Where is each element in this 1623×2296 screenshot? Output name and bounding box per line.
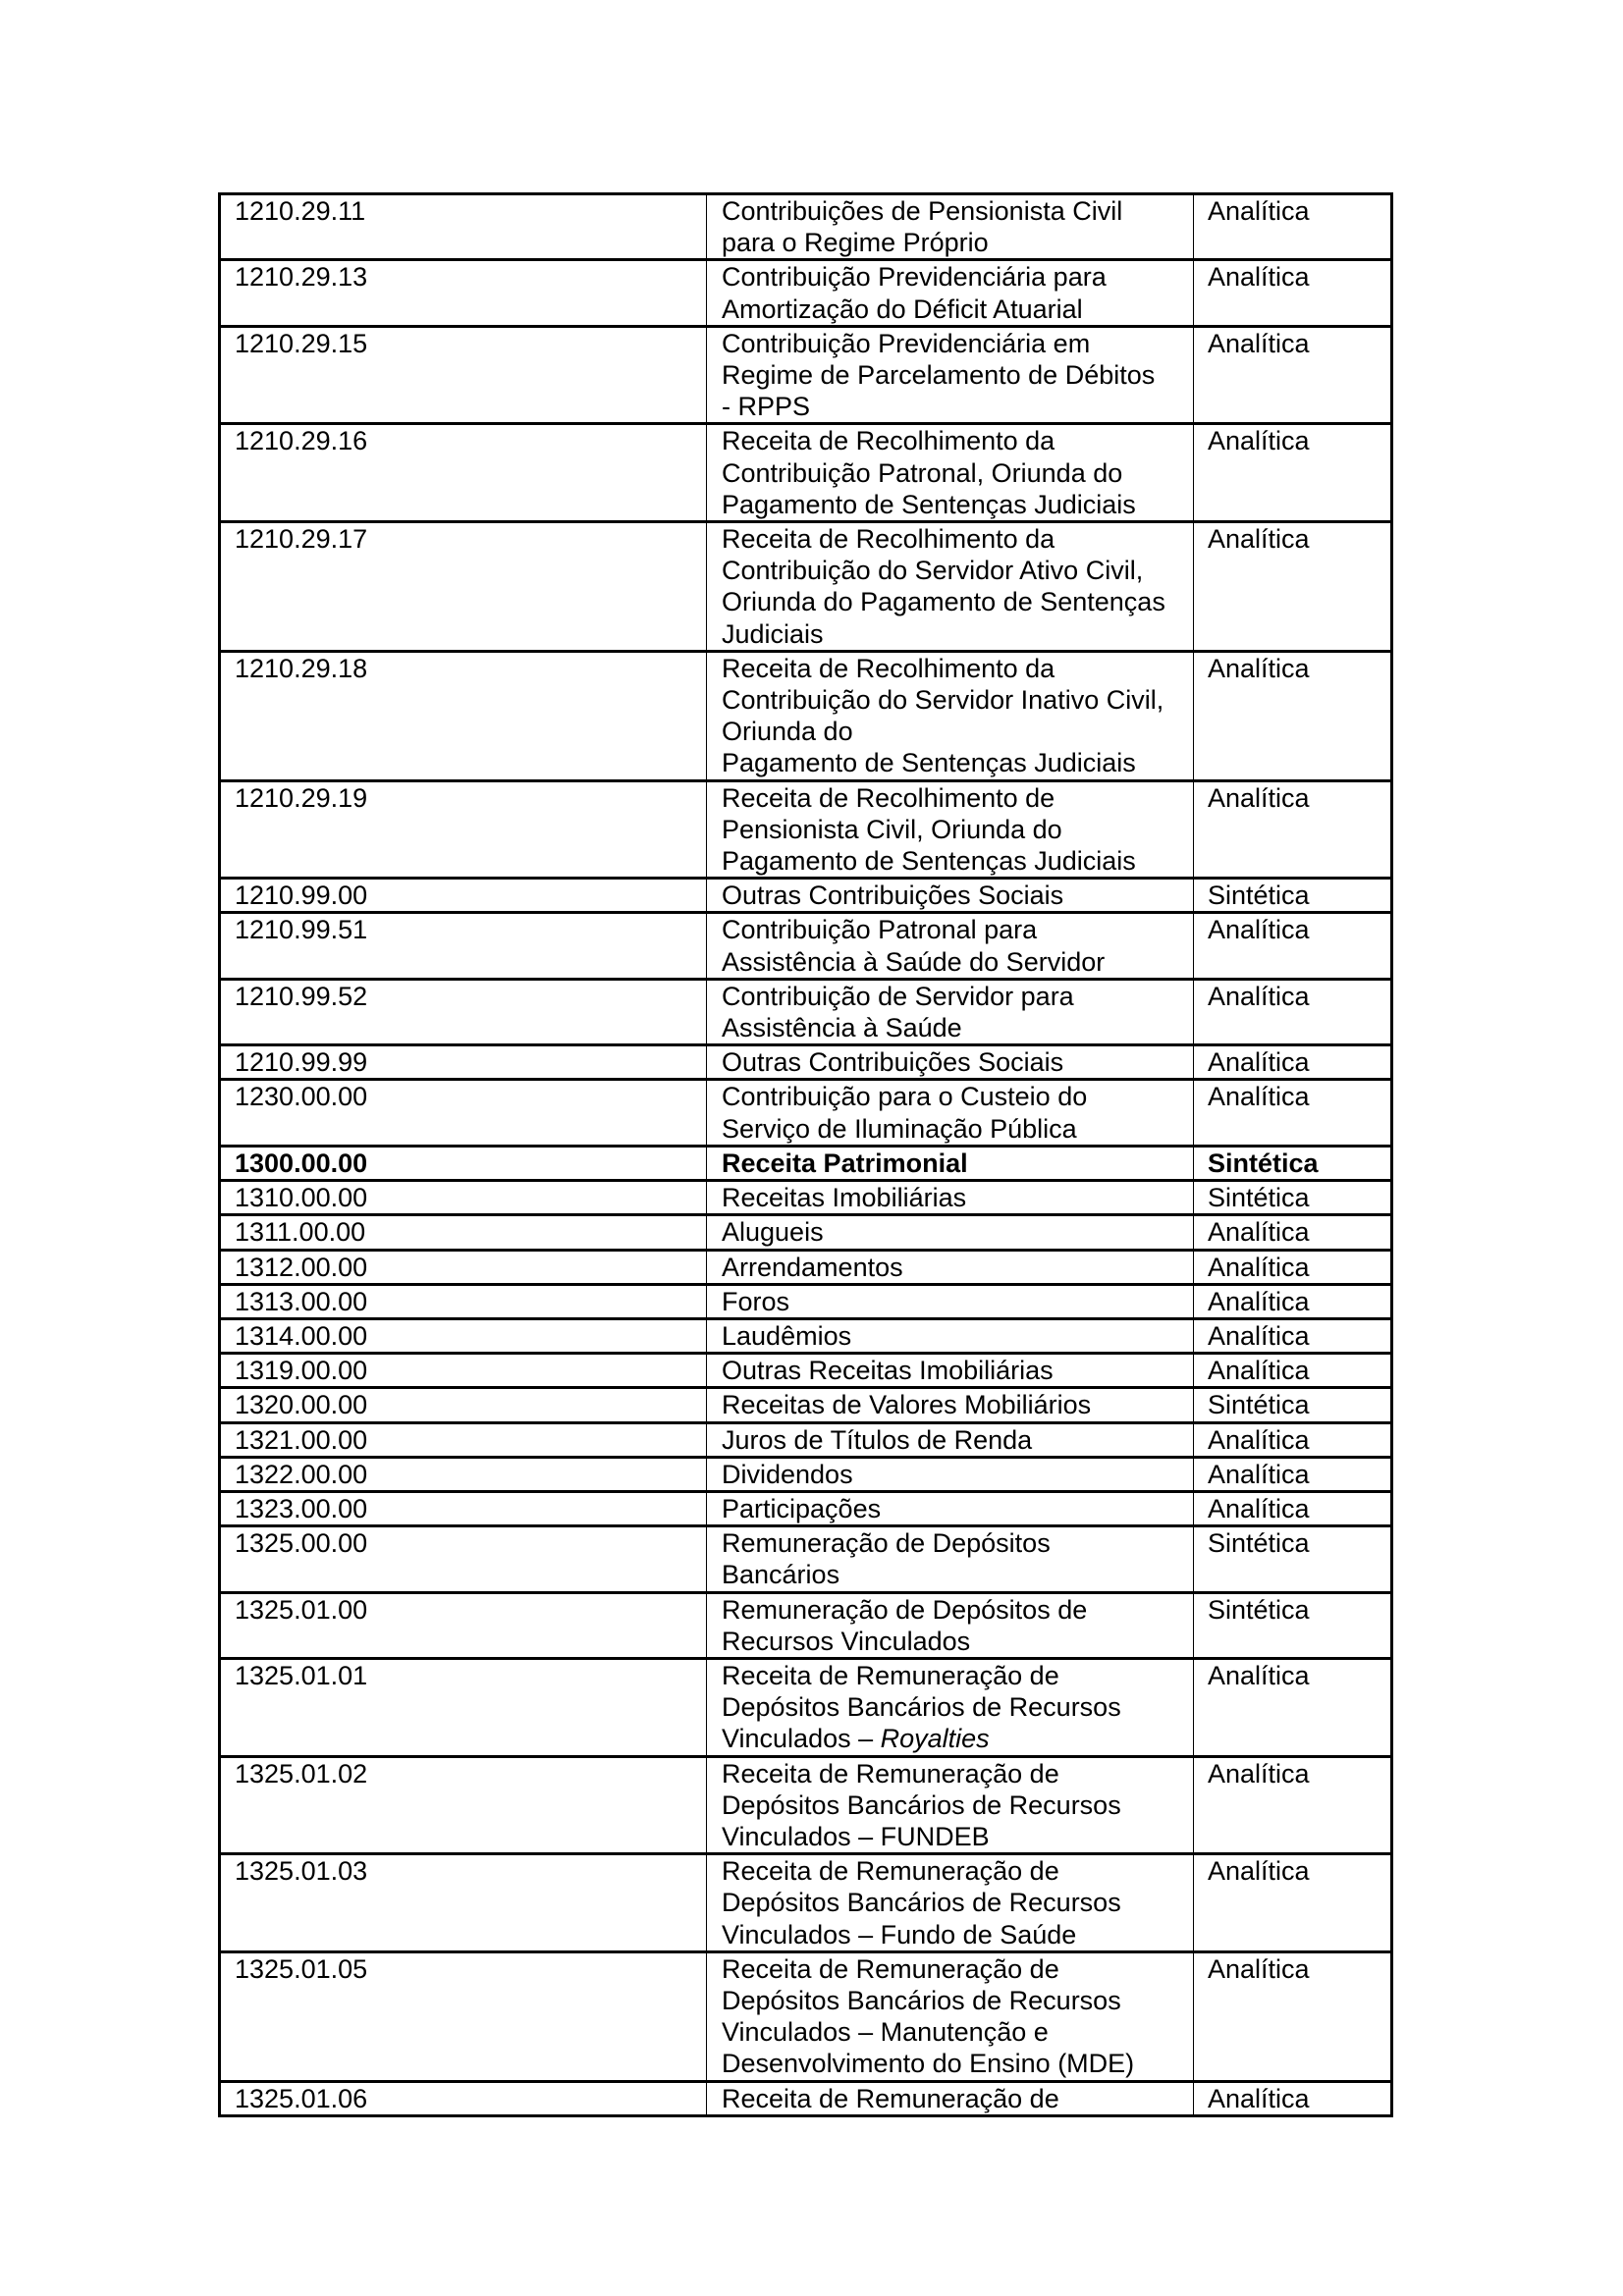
- account-description-text: Remuneração de Depósitos Bancários: [722, 1528, 1051, 1590]
- account-description: [707, 780, 1194, 879]
- account-type: Analítica: [1194, 1318, 1392, 1353]
- account-type: Analítica: [1194, 1756, 1392, 1854]
- account-description-text: Contribuição Previdenciária para Amortização do Déficit Atuarial: [722, 262, 1107, 324]
- account-code: 1314.00.00: [235, 1320, 368, 1351]
- table-row: [220, 1658, 1392, 1756]
- account-code: 1210.29.13: [235, 262, 368, 293]
- table-row: [220, 913, 1392, 979]
- account-type: Analítica: [1194, 1080, 1392, 1146]
- table-row: [220, 651, 1392, 780]
- account-code: 1230.00.00: [235, 1082, 368, 1112]
- account-type: Analítica: [1194, 1854, 1392, 1952]
- account-code: 1325.01.01: [235, 1660, 368, 1690]
- account-description-text: Juros de Títulos de Renda: [722, 1424, 1033, 1455]
- account-description-italic: Royalties: [880, 1724, 990, 1754]
- account-description-text: Outras Receitas Imobiliárias: [722, 1356, 1054, 1386]
- account-description: [707, 1756, 1194, 1854]
- account-description: [707, 879, 1194, 913]
- account-description: [707, 1181, 1194, 1215]
- account-description: [707, 1045, 1194, 1080]
- account-description-text: Dividendos: [722, 1459, 853, 1489]
- account-code: 1310.00.00: [235, 1183, 368, 1213]
- account-description: [707, 1080, 1194, 1146]
- account-code: 1311.00.00: [235, 1217, 366, 1248]
- account-type: Analítica: [1194, 194, 1392, 260]
- account-description: [707, 260, 1194, 326]
- table-row: [220, 979, 1392, 1044]
- account-description-text: Receita de Remuneração de: [722, 2083, 1059, 2113]
- account-code: 1325.00.00: [235, 1528, 368, 1559]
- table-row: [220, 1045, 1392, 1080]
- account-description: [707, 2081, 1194, 2115]
- account-description: [707, 1422, 1194, 1457]
- table-row: [220, 879, 1392, 913]
- account-code: 1313.00.00: [235, 1286, 368, 1316]
- account-code: 1210.29.17: [235, 524, 368, 555]
- account-code: 1210.29.16: [235, 426, 368, 456]
- account-code: 1210.99.52: [235, 981, 368, 1011]
- account-description: [707, 1146, 1194, 1180]
- account-description-text: Receitas de Valores Mobiliários: [722, 1390, 1092, 1420]
- account-description: [707, 913, 1194, 979]
- account-code: 1300.00.00: [235, 1148, 368, 1178]
- table-row: [220, 1756, 1392, 1854]
- account-code: 1210.29.15: [235, 328, 368, 358]
- account-description-text: Laudêmios: [722, 1320, 852, 1351]
- table-row: [220, 1181, 1392, 1215]
- account-type: Analítica: [1194, 1045, 1392, 1080]
- table-row: [220, 1951, 1392, 2081]
- account-description-text: Receita de Remuneração de Depósitos Bancários de Recursos Vinculados – Fundo de Saúde: [722, 1856, 1121, 1949]
- table-row: [220, 1457, 1392, 1491]
- account-description: [707, 1388, 1194, 1422]
- account-code: 1320.00.00: [235, 1390, 368, 1420]
- account-code: 1210.99.99: [235, 1047, 368, 1078]
- table-row: [220, 1354, 1392, 1388]
- account-type: Analítica: [1194, 780, 1392, 879]
- account-description-text: Contribuição de Servidor para Assistência à Saúde: [722, 981, 1074, 1043]
- table-row: [220, 1318, 1392, 1353]
- table-row: [220, 2081, 1392, 2115]
- account-description-text: Contribuição Patronal para Assistência à Saúde do Servidor: [722, 915, 1106, 977]
- account-code: 1325.01.06: [235, 2083, 368, 2113]
- account-description-text: Alugueis: [722, 1217, 824, 1248]
- account-type: Analítica: [1194, 424, 1392, 522]
- account-type: Analítica: [1194, 260, 1392, 326]
- account-description: [707, 1250, 1194, 1284]
- account-type: Analítica: [1194, 1491, 1392, 1525]
- account-description-text: Receita de Recolhimento da Contribuição do Servidor Ativo Civil, Oriunda do Pagamento de Sentenças Judiciais: [722, 524, 1165, 649]
- table-row: [220, 1250, 1392, 1284]
- account-code: 1325.01.03: [235, 1856, 368, 1887]
- account-code: 1325.01.05: [235, 1953, 368, 1984]
- account-description: [707, 194, 1194, 260]
- account-description: [707, 1354, 1194, 1388]
- account-code: 1210.29.11: [235, 196, 366, 226]
- account-description-text: Contribuição Previdenciária em Regime de Parcelamento de Débitos - RPPS: [722, 328, 1156, 422]
- account-type: Analítica: [1194, 1250, 1392, 1284]
- account-description: [707, 424, 1194, 522]
- account-description-text: Outras Contribuições Sociais: [722, 1047, 1064, 1078]
- account-type: Analítica: [1194, 1422, 1392, 1457]
- account-type: Sintética: [1194, 1146, 1392, 1180]
- table-row: [220, 1491, 1392, 1525]
- table-row: [220, 780, 1392, 879]
- account-type: Analítica: [1194, 651, 1392, 780]
- account-description: [707, 522, 1194, 652]
- account-description: [707, 1215, 1194, 1250]
- account-description: [707, 1491, 1194, 1525]
- table-row: [220, 1146, 1392, 1180]
- account-description: [707, 979, 1194, 1044]
- account-description-text: Receita de Recolhimento de Pensionista Civil, Oriunda do Pagamento de Sentenças Judiciais: [722, 782, 1136, 877]
- table-row: [220, 1215, 1392, 1250]
- account-code: 1325.01.00: [235, 1594, 368, 1625]
- account-description: [707, 326, 1194, 424]
- account-type: Analítica: [1194, 326, 1392, 424]
- account-code: 1210.99.51: [235, 915, 368, 945]
- account-type: Sintética: [1194, 1592, 1392, 1658]
- account-description: [707, 1318, 1194, 1353]
- table-row: [220, 1592, 1392, 1658]
- account-description-text: Receita de Recolhimento da Contribuição do Servidor Inativo Civil, Oriunda do Pagamento de Sentenças Judiciais: [722, 653, 1164, 778]
- account-description: [707, 1951, 1194, 2081]
- account-description: [707, 651, 1194, 780]
- account-type: Sintética: [1194, 879, 1392, 913]
- account-description-text: Receitas Imobiliárias: [722, 1183, 967, 1213]
- account-code: 1210.29.19: [235, 782, 368, 813]
- account-type: Sintética: [1194, 1181, 1392, 1215]
- account-code: 1210.29.18: [235, 653, 368, 683]
- account-description-text: Receita de Remuneração de Depósitos Bancários de Recursos Vinculados –: [722, 1660, 1121, 1754]
- accounts-table: [218, 192, 1393, 2117]
- table-row: [220, 522, 1392, 652]
- table-row: [220, 1388, 1392, 1422]
- accounts-table-body: [220, 194, 1392, 2116]
- account-code: 1321.00.00: [235, 1424, 368, 1455]
- account-description: [707, 1592, 1194, 1658]
- account-description-text: Outras Contribuições Sociais: [722, 881, 1064, 911]
- table-row: [220, 1526, 1392, 1592]
- account-description: [707, 1284, 1194, 1318]
- account-type: Analítica: [1194, 1658, 1392, 1756]
- account-type: Analítica: [1194, 522, 1392, 652]
- table-row: [220, 1422, 1392, 1457]
- account-description: [707, 1457, 1194, 1491]
- account-type: Analítica: [1194, 913, 1392, 979]
- account-description: [707, 1854, 1194, 1952]
- account-type: Sintética: [1194, 1526, 1392, 1592]
- account-description-text: Remuneração de Depósitos de Recursos Vinculados: [722, 1594, 1088, 1656]
- account-type: Analítica: [1194, 1951, 1392, 2081]
- account-description: [707, 1526, 1194, 1592]
- account-description-text: Contribuições de Pensionista Civil para o Regime Próprio: [722, 196, 1123, 258]
- account-description-text: Participações: [722, 1493, 882, 1523]
- account-type: Analítica: [1194, 979, 1392, 1044]
- account-code: 1325.01.02: [235, 1758, 368, 1789]
- account-description-text: Receita de Remuneração de Depósitos Bancários de Recursos Vinculados – FUNDEB: [722, 1758, 1121, 1851]
- table-row: [220, 1080, 1392, 1146]
- account-code: 1319.00.00: [235, 1356, 368, 1386]
- account-code: 1312.00.00: [235, 1252, 368, 1282]
- account-description-text: Receita de Remuneração de Depósitos Bancários de Recursos Vinculados – Manutenção e Desenvolvimento do Ensino (MDE): [722, 1953, 1135, 2079]
- account-code: 1210.99.00: [235, 881, 368, 911]
- table-row: [220, 326, 1392, 424]
- account-description-text: Arrendamentos: [722, 1252, 903, 1282]
- account-type: Sintética: [1194, 1388, 1392, 1422]
- account-type: Analítica: [1194, 1354, 1392, 1388]
- account-type: Analítica: [1194, 1284, 1392, 1318]
- table-row: [220, 260, 1392, 326]
- account-type: Analítica: [1194, 1215, 1392, 1250]
- account-code: 1323.00.00: [235, 1493, 368, 1523]
- account-description-text: Contribuição para o Custeio do Serviço de Iluminação Pública: [722, 1082, 1088, 1144]
- account-description-text: Receita de Recolhimento da Contribuição Patronal, Oriunda do Pagamento de Sentenças Judiciais: [722, 426, 1136, 519]
- account-description: [707, 1658, 1194, 1756]
- account-code: 1322.00.00: [235, 1459, 368, 1489]
- table-row: [220, 1284, 1392, 1318]
- table-row: [220, 1854, 1392, 1952]
- table-row: [220, 194, 1392, 260]
- table-row: [220, 424, 1392, 522]
- account-type: Analítica: [1194, 1457, 1392, 1491]
- account-type: Analítica: [1194, 2081, 1392, 2115]
- account-description-text: Receita Patrimonial: [722, 1148, 968, 1178]
- account-description-text: Foros: [722, 1286, 790, 1316]
